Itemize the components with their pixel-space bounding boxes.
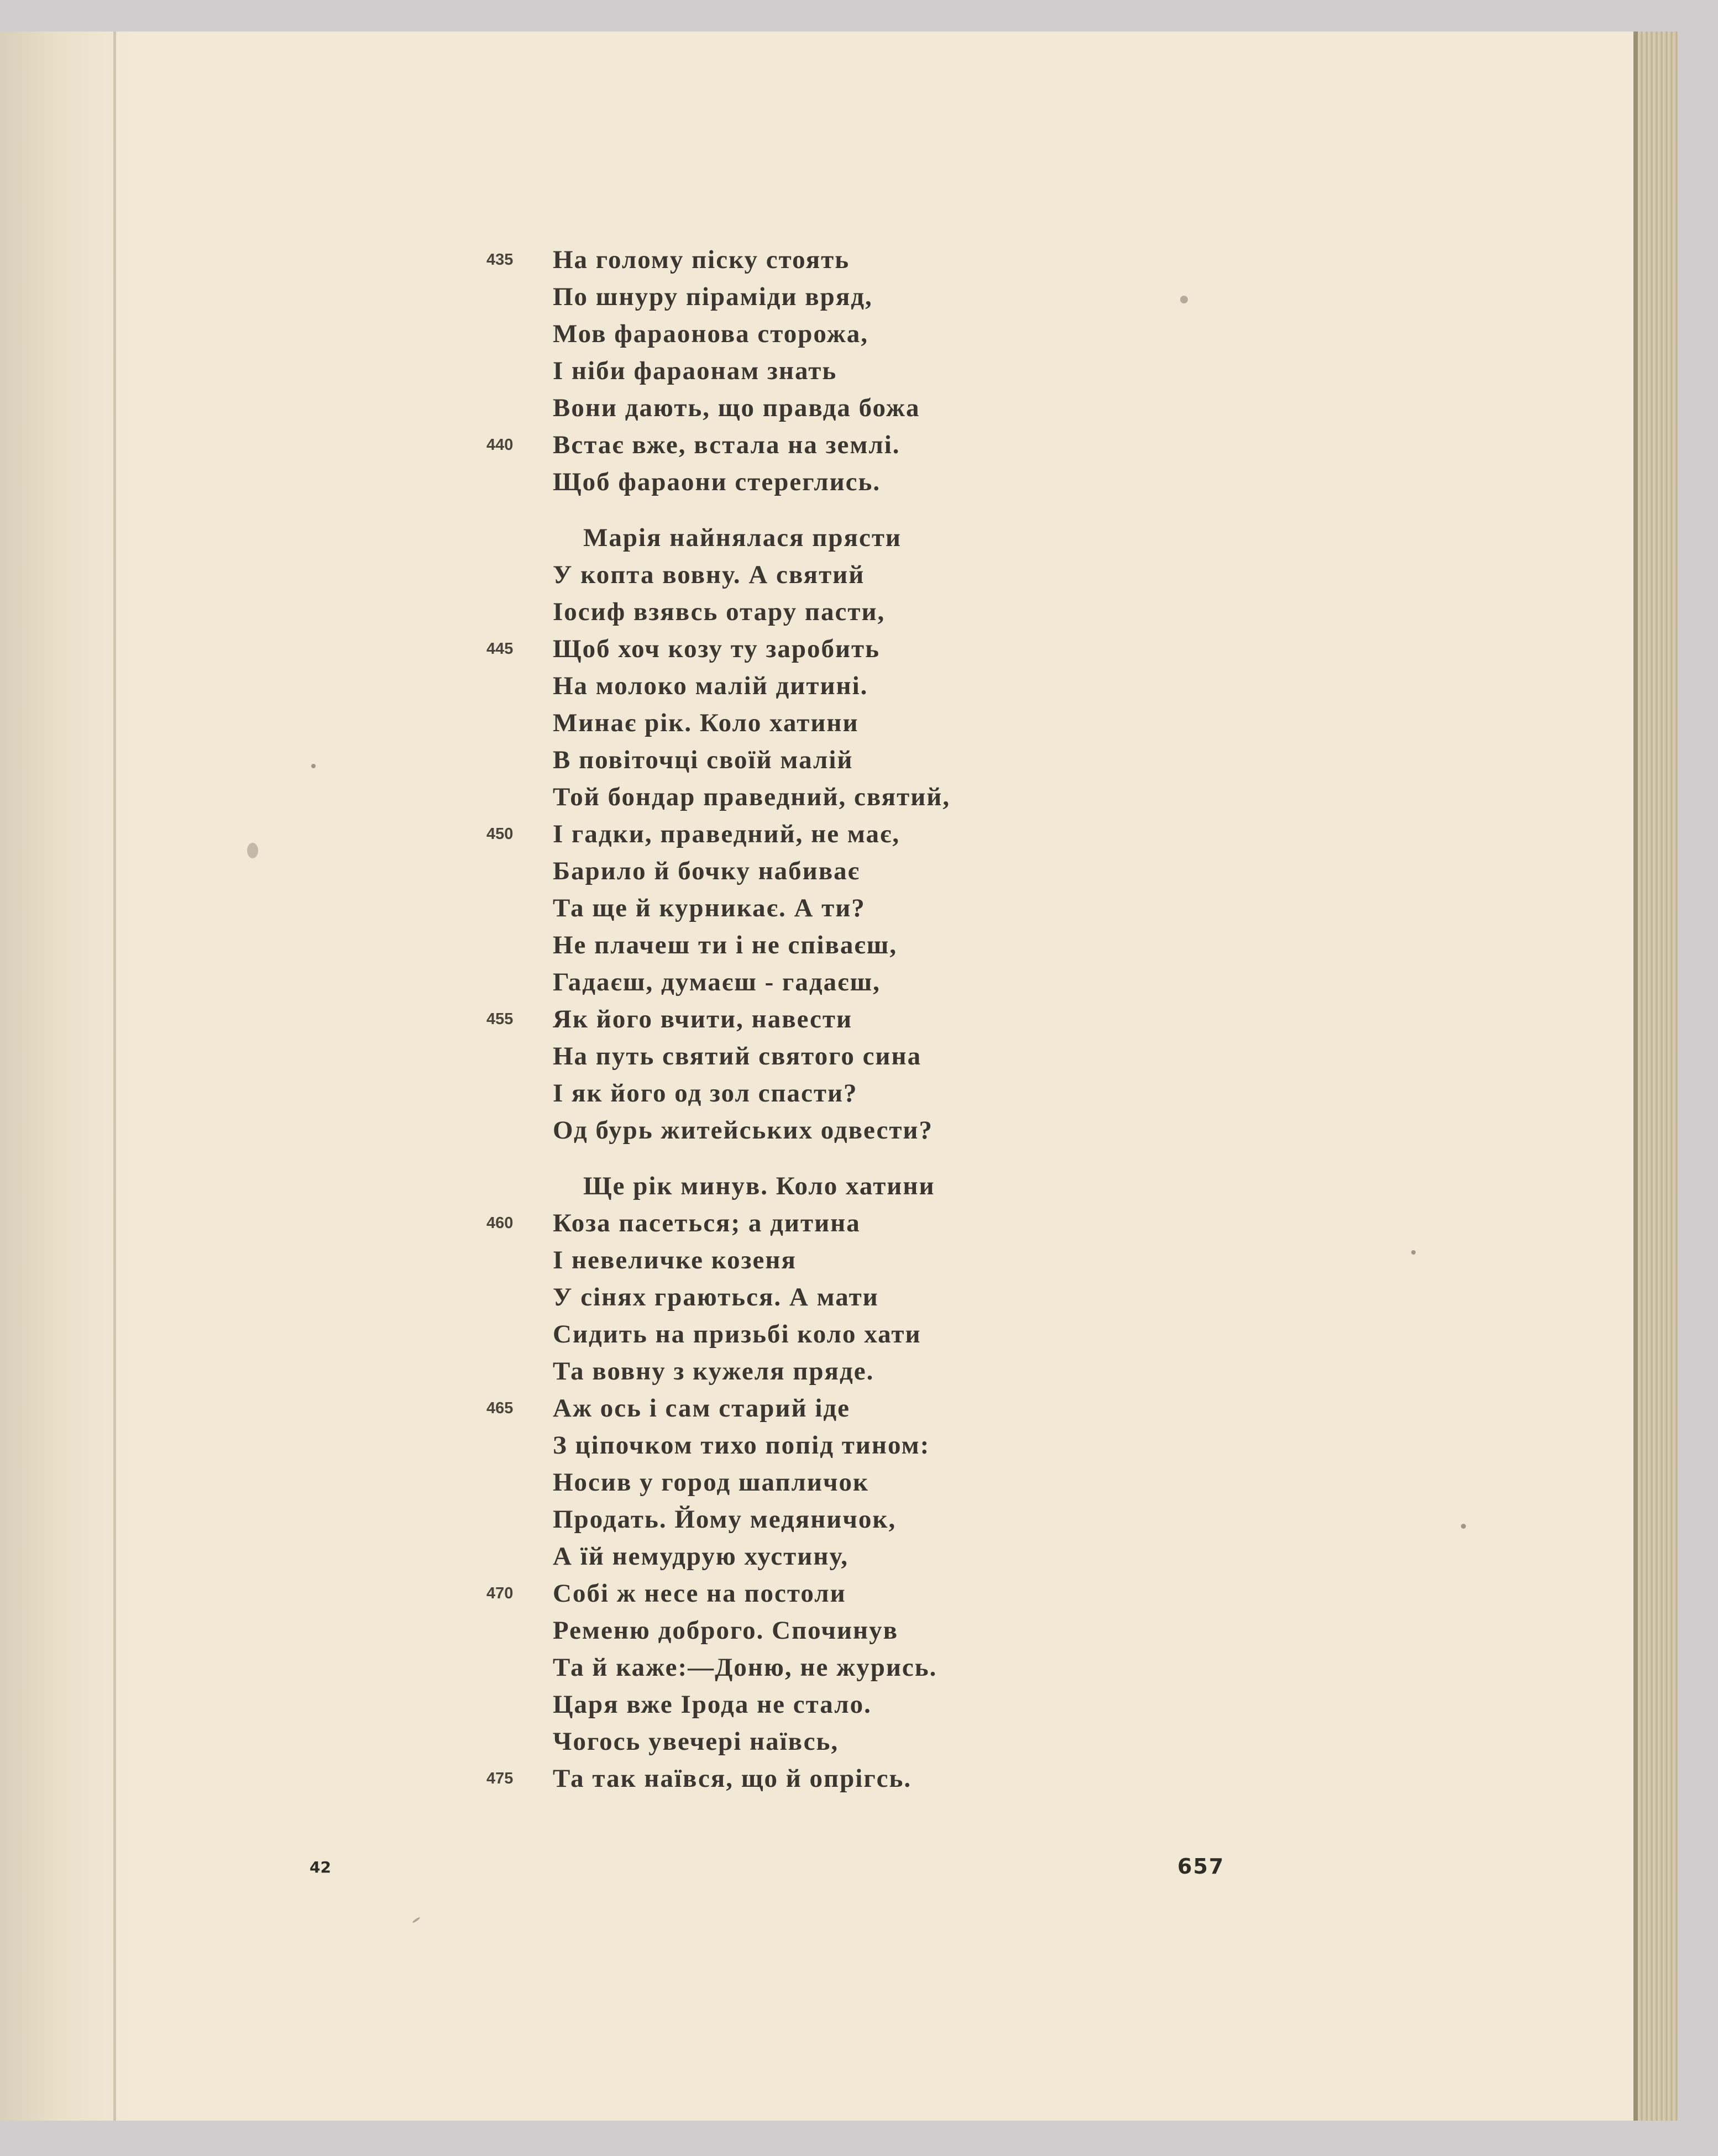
line-number: 445 xyxy=(486,640,514,658)
page-edges xyxy=(1633,32,1678,2121)
paper-speck xyxy=(1461,1524,1466,1529)
poem-line: І як його од зол спасти? xyxy=(553,1079,858,1108)
paper-speck xyxy=(247,843,258,858)
poem-line: Не плачеш ти і не співаєш, xyxy=(553,931,898,959)
line-number: 470 xyxy=(486,1585,514,1602)
poem-line: Продать. Йому медяничок, xyxy=(553,1505,897,1534)
paper-speck xyxy=(311,764,316,768)
page-edge-line xyxy=(1633,32,1638,2121)
line-number: 450 xyxy=(486,825,514,843)
poem-line: Ще рік минув. Коло хатини xyxy=(583,1172,935,1200)
poem-line: Гадаєш, думаєш - гадаєш, xyxy=(553,968,881,996)
poem-line: Щоб фараони стереглись. xyxy=(553,468,881,496)
poem-line: Собі ж несе на постоли xyxy=(553,1579,846,1608)
line-number: 455 xyxy=(486,1010,514,1028)
poem-line: Встає вже, встала на землі. xyxy=(553,431,900,459)
poem-line: На голому піску стоять xyxy=(553,245,850,274)
poem-line: Од бурь житейських одвести? xyxy=(553,1116,933,1145)
poem-line: Царя вже Ірода не стало. xyxy=(553,1690,872,1719)
poem-line: В повіточці своїй малій xyxy=(553,746,853,774)
poem-line: А їй немудрую хустину, xyxy=(553,1542,848,1571)
poem-line: Коза пасеться; а дитина xyxy=(553,1209,861,1237)
poem-line: Та так наївся, що й опрігсь. xyxy=(553,1764,912,1793)
signature-mark: 42 xyxy=(310,1858,331,1876)
page-number: 657 xyxy=(1177,1854,1225,1879)
poem-line: На молоко малій дитині. xyxy=(553,672,868,700)
poem-line: Минає рік. Коло хатини xyxy=(553,709,859,737)
poem-line: Ременю доброго. Спочинув xyxy=(553,1616,899,1645)
poem-line: У сінях граються. А мати xyxy=(553,1283,879,1312)
poem-line: По шнуру піраміди вряд, xyxy=(553,282,873,311)
poem-line: Та й каже:—Доню, не журись. xyxy=(553,1653,937,1682)
poem-line: З ціпочком тихо попід тином: xyxy=(553,1431,930,1460)
poem-line: У копта вовну. А святий xyxy=(553,560,865,589)
line-number: 440 xyxy=(486,436,514,454)
poem-line: Та ще й курникає. А ти? xyxy=(553,894,866,922)
poem-line: Іосиф взявсь отару пасти, xyxy=(553,597,886,626)
poem-line: Носив у город шапличок xyxy=(553,1468,870,1497)
book-page xyxy=(0,32,1678,2121)
line-number: 460 xyxy=(486,1214,514,1232)
poem-line: Як його вчити, навести xyxy=(553,1005,853,1034)
poem-line: І ніби фараонам знать xyxy=(553,356,837,385)
poem-line: Аж ось і сам старий іде xyxy=(553,1394,851,1423)
paper-speck xyxy=(1180,296,1188,303)
poem-line: Щоб хоч козу ту заробить xyxy=(553,634,880,663)
line-number: 465 xyxy=(486,1399,514,1417)
poem-line: Вони дають, що правда божа xyxy=(553,394,920,422)
line-number: 435 xyxy=(486,251,514,269)
poem-line: Чогось увечері наївсь, xyxy=(553,1727,839,1756)
poem-line: І невеличке козеня xyxy=(553,1246,797,1274)
poem-line: Сидить на призьбі коло хати xyxy=(553,1320,921,1349)
poem-line: Та вовну з кужеля пряде. xyxy=(553,1357,874,1386)
poem-line: Мов фараонова сторожа, xyxy=(553,319,869,348)
poem-line: Барило й бочку набиває xyxy=(553,857,860,885)
paper-speck xyxy=(412,1917,420,1923)
poem-line: І гадки, праведний, не має, xyxy=(553,820,900,848)
poem-line: Марія найнялася прясти xyxy=(583,523,902,552)
poem-line: Той бондар праведний, святий, xyxy=(553,783,951,811)
paper-speck xyxy=(1411,1250,1416,1255)
poem-line: На путь святий святого сина xyxy=(553,1042,922,1071)
binding-shadow xyxy=(0,32,133,2121)
line-number: 475 xyxy=(486,1770,514,1787)
gutter-fold xyxy=(113,32,116,2121)
